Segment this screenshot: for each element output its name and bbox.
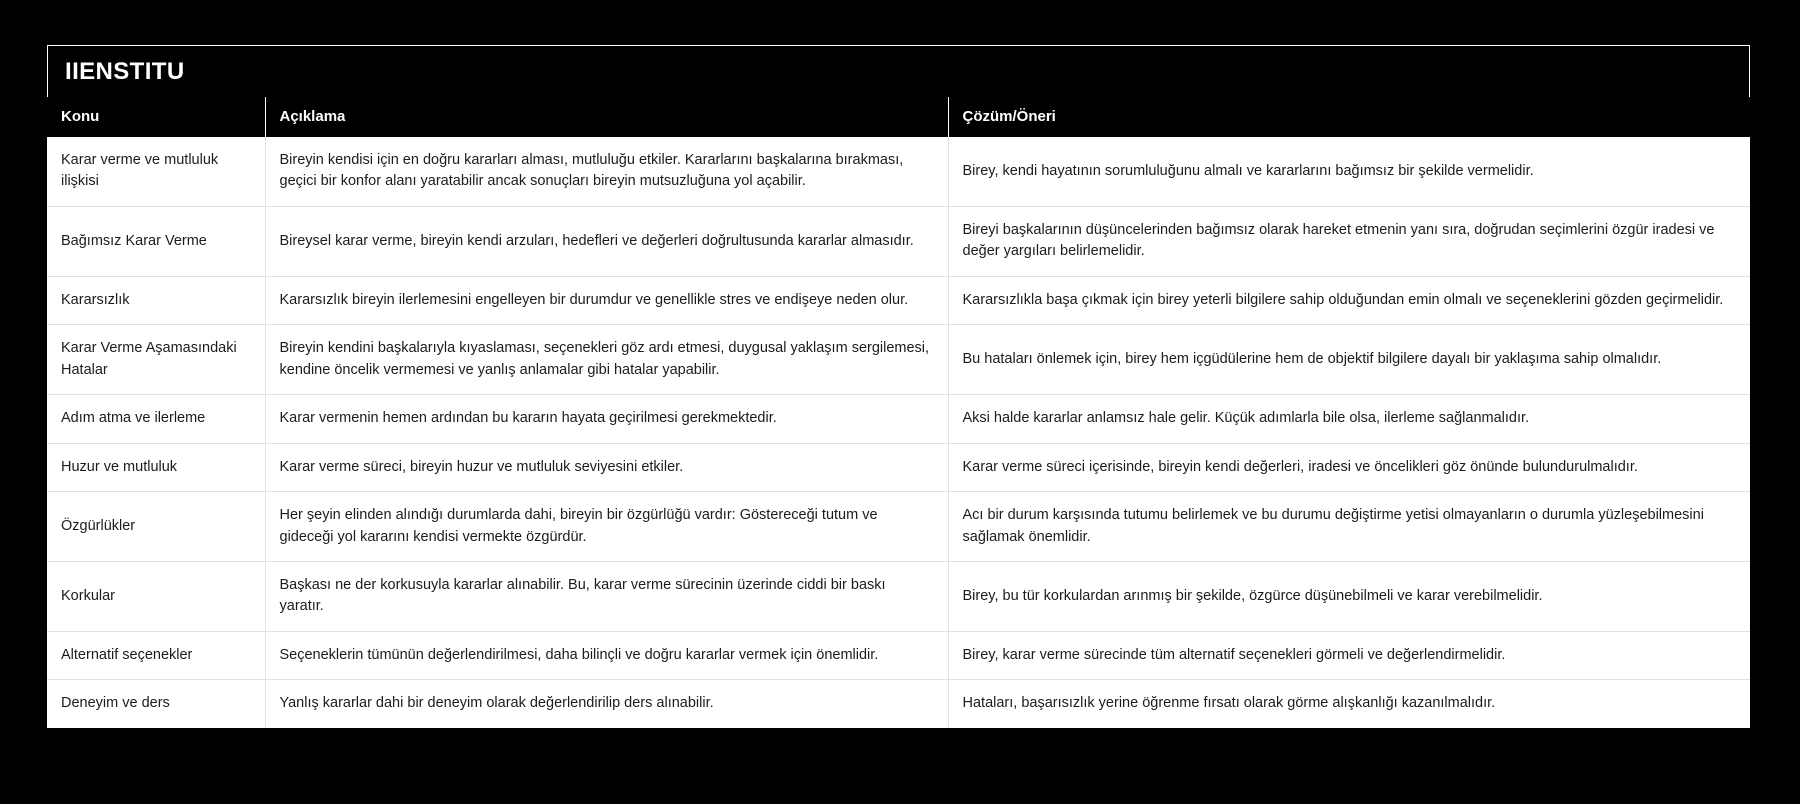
table-row: [47, 561, 1750, 631]
column-header-cozum: Çözüm/Öneri: [948, 97, 1750, 137]
table-row: [47, 680, 1750, 728]
column-header-aciklama: Açıklama: [265, 97, 948, 137]
cell-cozum: Birey, bu tür korkulardan arınmış bir şekilde, özgürce düşünebilmeli ve karar verebilmelidir.: [948, 561, 1750, 631]
cell-konu: Adım atma ve ilerleme: [47, 395, 265, 443]
cell-cozum: Bu hataları önlemek için, birey hem içgüdülerine hem de objektif bilgilere dayalı bir yaklaşıma sahip olmalıdır.: [948, 325, 1750, 395]
info-table-container: [47, 45, 1750, 728]
cell-aciklama: Bireyin kendisi için en doğru kararları alması, mutluluğu etkiler. Kararlarını başkalarına bırakması, geçici bir konfor alanı yaratabilir ancak sonuçları bireyin mutsuzluğuna yol açabilir.: [265, 137, 948, 206]
column-header-konu: Konu: [47, 97, 265, 137]
table-header-row: [47, 97, 1750, 137]
cell-konu: Deneyim ve ders: [47, 680, 265, 728]
cell-konu: Özgürlükler: [47, 492, 265, 562]
cell-aciklama: Her şeyin elinden alındığı durumlarda dahi, bireyin bir özgürlüğü vardır: Göstereceği tutum ve gideceği yol kararını kendisi vermekte özgürdür.: [265, 492, 948, 562]
cell-cozum: Birey, kendi hayatının sorumluluğunu almalı ve kararlarını bağımsız bir şekilde vermelidir.: [948, 137, 1750, 206]
cell-aciklama: Yanlış kararlar dahi bir deneyim olarak değerlendirilip ders alınabilir.: [265, 680, 948, 728]
table-row: [47, 443, 1750, 491]
cell-aciklama: Seçeneklerin tümünün değerlendirilmesi, daha bilinçli ve doğru kararlar vermek için önemlidir.: [265, 631, 948, 679]
cell-cozum: Kararsızlıkla başa çıkmak için birey yeterli bilgilere sahip olduğundan emin olmalı ve seçeneklerini gözden geçirmelidir.: [948, 276, 1750, 324]
table-row: [47, 206, 1750, 276]
cell-aciklama: Bireysel karar verme, bireyin kendi arzuları, hedefleri ve değerleri doğrultusunda kararlar almasıdır.: [265, 206, 948, 276]
cell-konu: Korkular: [47, 561, 265, 631]
cell-aciklama: Karar verme süreci, bireyin huzur ve mutluluk seviyesini etkiler.: [265, 443, 948, 491]
table-row: [47, 276, 1750, 324]
table-row: [47, 492, 1750, 562]
cell-aciklama: Kararsızlık bireyin ilerlemesini engelleyen bir durumdur ve genellikle stres ve endişeye neden olur.: [265, 276, 948, 324]
cell-cozum: Karar verme süreci içerisinde, bireyin kendi değerleri, iradesi ve öncelikleri göz önünde bulundurulmalıdır.: [948, 443, 1750, 491]
cell-aciklama: Bireyin kendini başkalarıyla kıyaslaması, seçenekleri göz ardı etmesi, duygusal yaklaşım sergilemesi, kendine öncelik vermemesi ve yanlış anlamalar gibi hatalar yapabilir.: [265, 325, 948, 395]
brand-title: IIENSTITU: [65, 57, 185, 85]
table-header: [47, 97, 1750, 137]
table-row: [47, 395, 1750, 443]
table-body: [47, 137, 1750, 728]
cell-aciklama: Başkası ne der korkusuyla kararlar alınabilir. Bu, karar verme sürecinin üzerinde ciddi bir baskı yaratır.: [265, 561, 948, 631]
cell-cozum: Hataları, başarısızlık yerine öğrenme fırsatı olarak görme alışkanlığı kazanılmalıdır.: [948, 680, 1750, 728]
cell-aciklama: Karar vermenin hemen ardından bu kararın hayata geçirilmesi gerekmektedir.: [265, 395, 948, 443]
table-row: [47, 325, 1750, 395]
cell-cozum: Acı bir durum karşısında tutumu belirlemek ve bu durumu değiştirme yetisi olmayanların o durumla yüzleşebilmesini sağlamak önemlidir.: [948, 492, 1750, 562]
decision-making-table: [47, 97, 1750, 728]
cell-konu: Alternatif seçenekler: [47, 631, 265, 679]
cell-konu: Kararsızlık: [47, 276, 265, 324]
cell-cozum: Birey, karar verme sürecinde tüm alternatif seçenekleri görmeli ve değerlendirmelidir.: [948, 631, 1750, 679]
cell-konu: Karar verme ve mutluluk ilişkisi: [47, 137, 265, 206]
cell-konu: Bağımsız Karar Verme: [47, 206, 265, 276]
cell-cozum: Bireyi başkalarının düşüncelerinden bağımsız olarak hareket etmenin yanı sıra, doğrudan seçimlerini özgür iradesi ve değer yargıları belirlemelidir.: [948, 206, 1750, 276]
cell-konu: Huzur ve mutluluk: [47, 443, 265, 491]
cell-cozum: Aksi halde kararlar anlamsız hale gelir. Küçük adımlarla bile olsa, ilerleme sağlanmalıdır.: [948, 395, 1750, 443]
brand-bar: [47, 45, 1750, 97]
table-row: [47, 631, 1750, 679]
table-row: [47, 137, 1750, 206]
cell-konu: Karar Verme Aşamasındaki Hatalar: [47, 325, 265, 395]
